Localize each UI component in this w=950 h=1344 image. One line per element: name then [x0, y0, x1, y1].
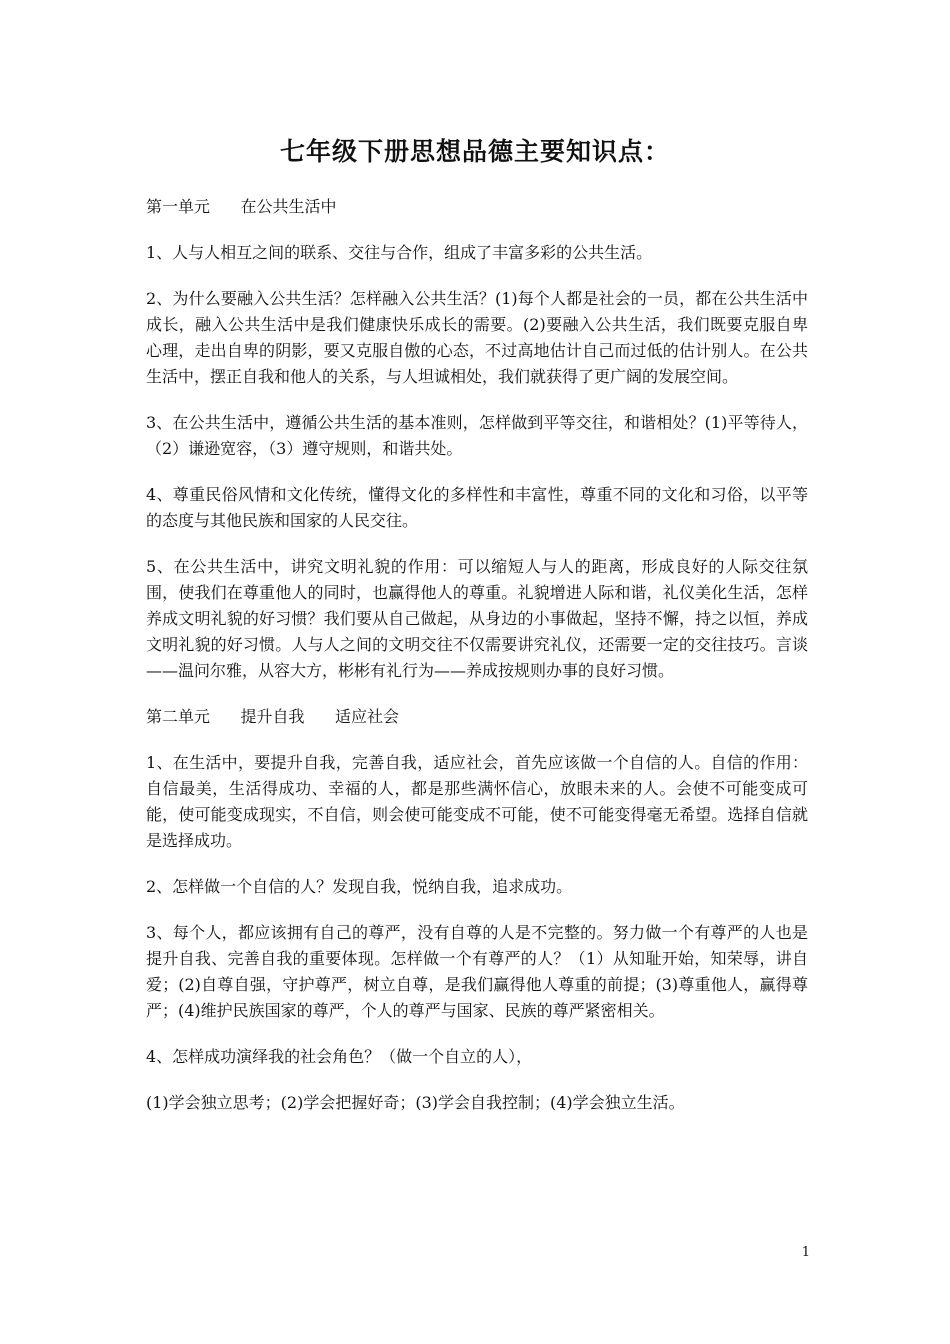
unit1-paragraph-5: 5、在公共生活中，讲究文明礼貌的作用：可以缩短人与人的距离，形成良好的人际交往氛围，使我们在尊重他人的同时，也赢得他人的尊重。礼貌增进人际和谐，礼仪美化生活，怎样养成文明礼貌的好习惯？我们要从自己做起，从身边的小事做起，坚持不懈，持之以恒，养成文明礼貌的好习惯。人与人之间的文明交往不仅需要讲究礼仪，还需要一定的交往技巧。言谈——温问尔雅，从容大方，彬彬有礼行为——养成按规则办事的良好习惯。	[146, 557, 808, 680]
unit1-heading: 第一单元 在公共生活中	[146, 197, 337, 216]
unit1-paragraph-2: 2、为什么要融入公共生活？怎样融入公共生活？(1)每个人都是社会的一员，都在公共生活中成长，融入公共生活中是我们健康快乐成长的需要。(2)要融入公共生活，我们既要克服自卑心理，走出自卑的阴影，要又克服自傲的心态，不过高地估计自己而过低的估计别人。在公共生活中，摆正自我和他人的关系，与人坦诚相处，我们就获得了更广阔的发展空间。	[146, 289, 808, 386]
page-number: 1	[801, 1245, 810, 1260]
unit2-paragraph-5: (1)学会独立思考；(2)学会把握好奇；(3)学会自我控制；(4)学会独立生活。	[146, 1093, 685, 1112]
unit2-paragraph-4: 4、怎样成功演绎我的社会角色？（做一个自立的人），	[146, 1047, 533, 1066]
unit1-paragraph-3: 3、在公共生活中，遵循公共生活的基本准则，怎样做到平等交往，和谐相处？(1)平等待人，（2）谦逊宽容，（3）遵守规则，和谐共处。	[146, 413, 808, 458]
document-body	[146, 194, 808, 1136]
unit1-paragraph-4: 4、尊重民俗风情和文化传统，懂得文化的多样性和丰富性，尊重不同的文化和习俗，以平等的态度与其他民族和国家的人民交往。	[146, 485, 808, 530]
unit1-paragraph-1: 1、人与人相互之间的联系、交往与合作，组成了丰富多彩的公共生活。	[146, 243, 653, 262]
unit2-paragraph-3: 3、每个人，都应该拥有自己的尊严，没有自尊的人是不完整的。努力做一个有尊严的人也是提升自我、完善自我的重要体现。怎样做一个有尊严的人？（1）从知耻开始，知荣辱，讲自爱；(2)自尊自强，守护尊严，树立自尊，是我们赢得他人尊重的前提；(3)尊重他人，赢得尊严；(4)维护民族国家的尊严，个人的尊严与国家、民族的尊严紧密相关。	[146, 923, 808, 1020]
unit2-heading: 第二单元 提升自我 适应社会	[146, 707, 400, 726]
page-title: 七年级下册思想品德主要知识点：	[279, 137, 670, 166]
unit2-paragraph-2: 2、怎样做一个自信的人？发现自我，悦纳自我，追求成功。	[146, 877, 573, 896]
unit2-paragraph-1: 1、在生活中，要提升自我，完善自我，适应社会，首先应该做一个自信的人。自信的作用：自信最美，生活得成功、幸福的人，都是那些满怀信心，放眼未来的人。会使不可能变成可能，使可能变成现实，不自信，则会使可能变成不可能，使不可能变得毫无希望。选择自信就是选择成功。	[146, 753, 808, 850]
